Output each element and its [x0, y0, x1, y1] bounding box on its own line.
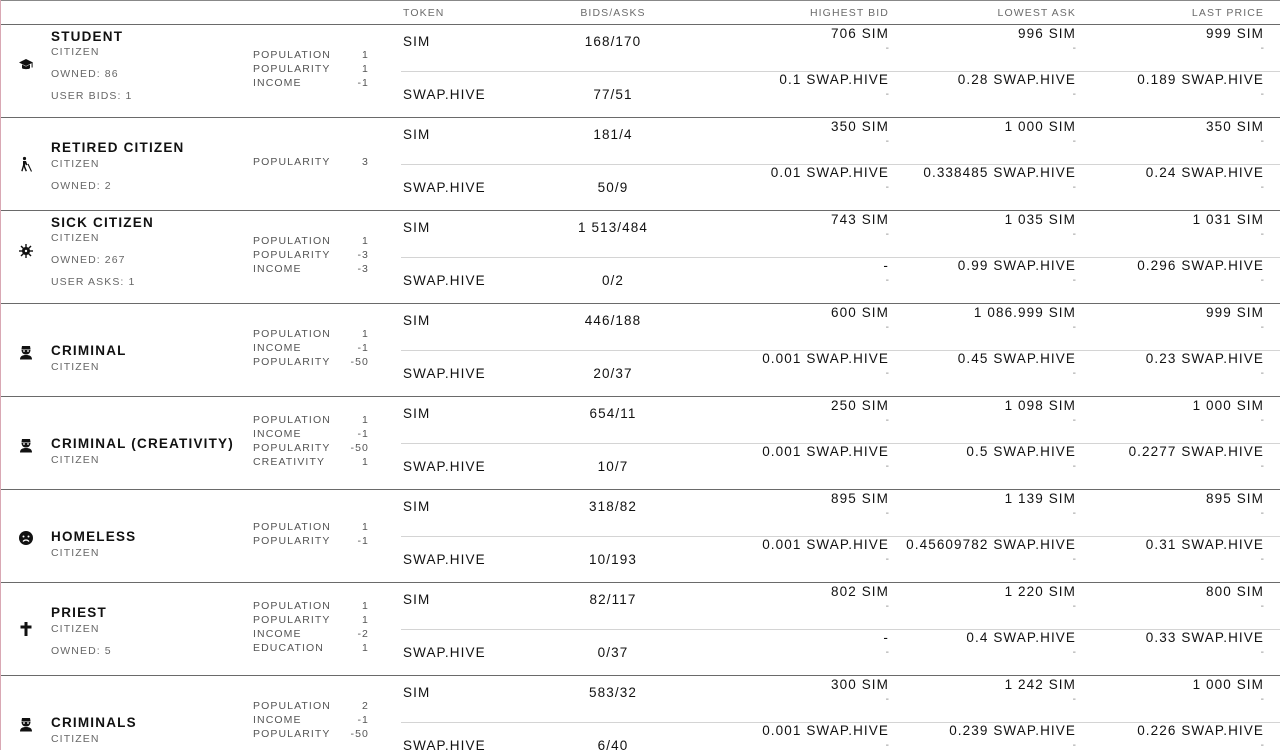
item-meta: OWNED: 86 — [51, 68, 119, 80]
market-row[interactable] — [1, 71, 1280, 117]
placeholder-dash: - — [1260, 43, 1264, 54]
token-name: SWAP.HIVE — [403, 87, 486, 102]
item-name[interactable]: HOMELESS — [51, 529, 137, 544]
header-bids-asks[interactable]: BIDS/ASKS — [580, 7, 646, 19]
attribute-value: 3 — [362, 156, 369, 168]
item-card[interactable] — [1, 118, 1280, 211]
token-name: SWAP.HIVE — [403, 459, 486, 474]
item-name[interactable]: RETIRED CITIZEN — [51, 140, 185, 155]
last-price-value[interactable]: 1 031 SIM — [1192, 212, 1264, 227]
market-row[interactable] — [1, 25, 1280, 71]
item-meta: OWNED: 5 — [51, 645, 112, 657]
item-name[interactable]: STUDENT — [51, 29, 124, 44]
last-price-value[interactable]: 0.2277 SWAP.HIVE — [1128, 444, 1264, 459]
attribute-name: POPULARITY — [253, 442, 331, 454]
market-row[interactable] — [1, 722, 1280, 750]
header-lowest-ask[interactable]: LOWEST ASK — [997, 7, 1076, 19]
highest-bid-value[interactable]: 743 SIM — [831, 212, 889, 227]
highest-bid-value[interactable]: 350 SIM — [831, 119, 889, 134]
item-name[interactable]: CRIMINALS — [51, 715, 137, 730]
attribute-value: -50 — [350, 442, 369, 454]
attribute-value: -1 — [357, 714, 369, 726]
bids-asks-count: 20/37 — [593, 366, 633, 381]
item-card[interactable] — [1, 490, 1280, 583]
bids-asks-count: 0/37 — [597, 645, 629, 660]
bids-asks-count: 77/51 — [593, 87, 633, 102]
placeholder-dash: - — [885, 740, 889, 750]
item-type: CITIZEN — [51, 454, 100, 466]
market-row[interactable] — [1, 443, 1280, 489]
attribute-name: POPULATION — [253, 414, 331, 426]
highest-bid-value[interactable]: 0.01 SWAP.HIVE — [770, 165, 889, 180]
placeholder-dash: - — [885, 508, 889, 519]
item-card[interactable] — [1, 304, 1280, 397]
placeholder-dash: - — [885, 136, 889, 147]
attribute-name: POPULATION — [253, 521, 331, 533]
placeholder-dash: - — [1260, 229, 1264, 240]
lowest-ask-value[interactable]: 0.239 SWAP.HIVE — [949, 723, 1076, 738]
attribute-name: POPULARITY — [253, 356, 331, 368]
placeholder-dash: - — [1072, 43, 1076, 54]
attribute-name: POPULARITY — [253, 156, 331, 168]
lowest-ask-value[interactable]: 996 SIM — [1018, 26, 1076, 41]
attribute-name: EDUCATION — [253, 642, 324, 654]
token-name: SWAP.HIVE — [403, 180, 486, 195]
placeholder-dash: - — [1072, 554, 1076, 565]
token-name: SWAP.HIVE — [403, 645, 486, 660]
item-name[interactable]: PRIEST — [51, 605, 107, 620]
item-meta: OWNED: 267 — [51, 254, 126, 266]
item-type: CITIZEN — [51, 158, 100, 170]
attribute-value: -3 — [357, 263, 369, 275]
market-row[interactable] — [1, 583, 1280, 629]
item-meta: USER BIDS: 1 — [51, 90, 133, 102]
bids-asks-count: 446/188 — [584, 313, 642, 328]
attribute-name: POPULARITY — [253, 728, 331, 740]
item-name[interactable]: CRIMINAL (CREATIVITY) — [51, 436, 234, 451]
bids-asks-count: 50/9 — [597, 180, 629, 195]
header-token[interactable]: TOKEN — [403, 7, 445, 19]
market-row[interactable] — [1, 118, 1280, 164]
placeholder-dash: - — [885, 461, 889, 472]
placeholder-dash: - — [885, 554, 889, 565]
attribute-value: -50 — [350, 728, 369, 740]
placeholder-dash: - — [1260, 182, 1264, 193]
item-card[interactable] — [1, 211, 1280, 304]
bids-asks-count: 318/82 — [589, 499, 637, 514]
attribute-name: INCOME — [253, 342, 302, 354]
table-header — [1, 0, 1280, 25]
attribute-name: POPULATION — [253, 49, 331, 61]
attribute-name: INCOME — [253, 77, 302, 89]
item-name[interactable]: CRIMINAL — [51, 343, 127, 358]
placeholder-dash: - — [1260, 554, 1264, 565]
attribute-value: -1 — [357, 428, 369, 440]
market-row[interactable] — [1, 629, 1280, 675]
highest-bid-value[interactable]: 0.001 SWAP.HIVE — [762, 444, 889, 459]
token-name: SIM — [403, 127, 431, 142]
token-name: SWAP.HIVE — [403, 273, 486, 288]
attribute-name: POPULATION — [253, 328, 331, 340]
market-row[interactable] — [1, 164, 1280, 210]
item-card[interactable] — [1, 583, 1280, 676]
market-row[interactable] — [1, 211, 1280, 257]
token-name: SIM — [403, 313, 431, 328]
attribute-value: 1 — [362, 600, 369, 612]
highest-bid-value[interactable]: 250 SIM — [831, 398, 889, 413]
placeholder-dash: - — [1072, 508, 1076, 519]
last-price-value[interactable]: 0.296 SWAP.HIVE — [1137, 258, 1264, 273]
item-name[interactable]: SICK CITIZEN — [51, 215, 154, 230]
last-price-value[interactable]: 999 SIM — [1206, 26, 1264, 41]
last-price-value[interactable]: 0.24 SWAP.HIVE — [1145, 165, 1264, 180]
placeholder-dash: - — [1072, 694, 1076, 705]
last-price-value[interactable]: 0.33 SWAP.HIVE — [1145, 630, 1264, 645]
placeholder-dash: - — [885, 229, 889, 240]
attribute-value: -2 — [357, 628, 369, 640]
header-last-price[interactable]: LAST PRICE — [1191, 7, 1264, 19]
lowest-ask-value[interactable]: 1 242 SIM — [1004, 677, 1076, 692]
attribute-value: 1 — [362, 414, 369, 426]
placeholder-dash: - — [1260, 601, 1264, 612]
lowest-ask-value[interactable]: 1 035 SIM — [1004, 212, 1076, 227]
item-type: CITIZEN — [51, 361, 100, 373]
bids-asks-count: 0/2 — [601, 273, 625, 288]
bids-asks-count: 82/117 — [589, 592, 637, 607]
attribute-name: POPULARITY — [253, 63, 331, 75]
item-card[interactable] — [1, 397, 1280, 490]
last-price-value[interactable]: 999 SIM — [1206, 305, 1264, 320]
placeholder-dash: - — [885, 601, 889, 612]
attribute-name: POPULATION — [253, 235, 331, 247]
market-row[interactable] — [1, 257, 1280, 303]
placeholder-dash: - — [885, 322, 889, 333]
placeholder-dash: - — [1260, 415, 1264, 426]
lowest-ask-value[interactable]: 0.99 SWAP.HIVE — [957, 258, 1076, 273]
last-price-value[interactable]: 1 000 SIM — [1192, 677, 1264, 692]
placeholder-dash: - — [1260, 508, 1264, 519]
placeholder-dash: - — [885, 275, 889, 286]
highest-bid-value[interactable]: - — [883, 630, 889, 645]
placeholder-dash: - — [1072, 182, 1076, 193]
bids-asks-count: 6/40 — [597, 738, 629, 750]
lowest-ask-value[interactable]: 1 086.999 SIM — [973, 305, 1076, 320]
placeholder-dash: - — [885, 89, 889, 100]
attribute-value: -1 — [357, 342, 369, 354]
item-meta: OWNED: 2 — [51, 180, 112, 192]
placeholder-dash: - — [1072, 136, 1076, 147]
lowest-ask-value[interactable]: 0.338485 SWAP.HIVE — [923, 165, 1076, 180]
lowest-ask-value[interactable]: 1 220 SIM — [1004, 584, 1076, 599]
attribute-name: POPULARITY — [253, 249, 331, 261]
lowest-ask-value[interactable]: 0.45 SWAP.HIVE — [957, 351, 1076, 366]
placeholder-dash: - — [1260, 647, 1264, 658]
token-name: SIM — [403, 499, 431, 514]
attribute-name: POPULATION — [253, 700, 331, 712]
lowest-ask-value[interactable]: 1 098 SIM — [1004, 398, 1076, 413]
placeholder-dash: - — [1260, 322, 1264, 333]
bids-asks-count: 10/7 — [597, 459, 629, 474]
highest-bid-value[interactable]: - — [883, 258, 889, 273]
token-name: SIM — [403, 406, 431, 421]
lowest-ask-value[interactable]: 1 000 SIM — [1004, 119, 1076, 134]
placeholder-dash: - — [1072, 322, 1076, 333]
market-row[interactable] — [1, 397, 1280, 443]
highest-bid-value[interactable]: 895 SIM — [831, 491, 889, 506]
placeholder-dash: - — [1260, 368, 1264, 379]
bids-asks-count: 583/32 — [589, 685, 637, 700]
market-row[interactable] — [1, 536, 1280, 582]
highest-bid-value[interactable]: 0.001 SWAP.HIVE — [762, 537, 889, 552]
last-price-value[interactable]: 1 000 SIM — [1192, 398, 1264, 413]
item-type: CITIZEN — [51, 623, 100, 635]
placeholder-dash: - — [1072, 368, 1076, 379]
highest-bid-value[interactable]: 802 SIM — [831, 584, 889, 599]
placeholder-dash: - — [1260, 89, 1264, 100]
attribute-value: 1 — [362, 49, 369, 61]
placeholder-dash: - — [1072, 601, 1076, 612]
token-name: SIM — [403, 34, 431, 49]
market-row[interactable] — [1, 676, 1280, 722]
attribute-value: 1 — [362, 235, 369, 247]
attribute-value: 1 — [362, 642, 369, 654]
item-type: CITIZEN — [51, 733, 100, 745]
attribute-value: -50 — [350, 356, 369, 368]
placeholder-dash: - — [1260, 461, 1264, 472]
token-name: SIM — [403, 592, 431, 607]
bids-asks-count: 168/170 — [584, 34, 642, 49]
placeholder-dash: - — [885, 43, 889, 54]
bids-asks-count: 10/193 — [589, 552, 637, 567]
highest-bid-value[interactable]: 0.001 SWAP.HIVE — [762, 351, 889, 366]
lowest-ask-value[interactable]: 0.4 SWAP.HIVE — [966, 630, 1076, 645]
placeholder-dash: - — [885, 182, 889, 193]
placeholder-dash: - — [1072, 647, 1076, 658]
header-highest-bid[interactable]: HIGHEST BID — [809, 7, 889, 19]
highest-bid-value[interactable]: 706 SIM — [831, 26, 889, 41]
attribute-name: POPULATION — [253, 600, 331, 612]
token-name: SWAP.HIVE — [403, 552, 486, 567]
attribute-name: CREATIVITY — [253, 456, 326, 468]
last-price-value[interactable]: 0.226 SWAP.HIVE — [1137, 723, 1264, 738]
attribute-name: POPULARITY — [253, 614, 331, 626]
attribute-value: -1 — [357, 77, 369, 89]
attribute-value: 1 — [362, 614, 369, 626]
item-type: CITIZEN — [51, 232, 100, 244]
item-type: CITIZEN — [51, 46, 100, 58]
placeholder-dash: - — [1072, 461, 1076, 472]
last-price-value[interactable]: 800 SIM — [1206, 584, 1264, 599]
placeholder-dash: - — [1072, 415, 1076, 426]
attribute-value: 1 — [362, 521, 369, 533]
token-name: SWAP.HIVE — [403, 738, 486, 750]
placeholder-dash: - — [1072, 275, 1076, 286]
placeholder-dash: - — [1072, 740, 1076, 750]
lowest-ask-value[interactable]: 0.28 SWAP.HIVE — [957, 72, 1076, 87]
highest-bid-value[interactable]: 0.001 SWAP.HIVE — [762, 723, 889, 738]
placeholder-dash: - — [885, 694, 889, 705]
item-type: CITIZEN — [51, 547, 100, 559]
attribute-value: 1 — [362, 328, 369, 340]
lowest-ask-value[interactable]: 0.5 SWAP.HIVE — [966, 444, 1076, 459]
attribute-name: INCOME — [253, 428, 302, 440]
item-card[interactable] — [1, 676, 1280, 750]
token-name: SWAP.HIVE — [403, 366, 486, 381]
bids-asks-count: 181/4 — [593, 127, 633, 142]
lowest-ask-value[interactable]: 0.45609782 SWAP.HIVE — [906, 537, 1076, 552]
placeholder-dash: - — [885, 415, 889, 426]
last-price-value[interactable]: 0.31 SWAP.HIVE — [1145, 537, 1264, 552]
attribute-name: POPULARITY — [253, 535, 331, 547]
market-row[interactable] — [1, 490, 1280, 536]
attribute-name: INCOME — [253, 263, 302, 275]
highest-bid-value[interactable]: 0.1 SWAP.HIVE — [779, 72, 889, 87]
attribute-name: INCOME — [253, 714, 302, 726]
item-card[interactable] — [1, 25, 1280, 118]
item-meta: USER ASKS: 1 — [51, 276, 136, 288]
highest-bid-value[interactable]: 600 SIM — [831, 305, 889, 320]
highest-bid-value[interactable]: 300 SIM — [831, 677, 889, 692]
placeholder-dash: - — [1260, 694, 1264, 705]
attribute-name: INCOME — [253, 628, 302, 640]
placeholder-dash: - — [885, 647, 889, 658]
bids-asks-count: 1 513/484 — [578, 220, 648, 235]
token-name: SIM — [403, 220, 431, 235]
placeholder-dash: - — [1260, 740, 1264, 750]
attribute-value: 2 — [362, 700, 369, 712]
placeholder-dash: - — [1260, 275, 1264, 286]
token-name: SIM — [403, 685, 431, 700]
attribute-value: -1 — [357, 535, 369, 547]
attribute-value: -3 — [357, 249, 369, 261]
placeholder-dash: - — [1072, 229, 1076, 240]
attribute-value: 1 — [362, 456, 369, 468]
last-price-value[interactable]: 350 SIM — [1206, 119, 1264, 134]
placeholder-dash: - — [885, 368, 889, 379]
last-price-value[interactable]: 0.23 SWAP.HIVE — [1145, 351, 1264, 366]
lowest-ask-value[interactable]: 1 139 SIM — [1004, 491, 1076, 506]
market-row[interactable] — [1, 304, 1280, 350]
last-price-value[interactable]: 895 SIM — [1206, 491, 1264, 506]
last-price-value[interactable]: 0.189 SWAP.HIVE — [1137, 72, 1264, 87]
placeholder-dash: - — [1072, 89, 1076, 100]
bids-asks-count: 654/11 — [589, 406, 637, 421]
attribute-value: 1 — [362, 63, 369, 75]
placeholder-dash: - — [1260, 136, 1264, 147]
market-row[interactable] — [1, 350, 1280, 396]
